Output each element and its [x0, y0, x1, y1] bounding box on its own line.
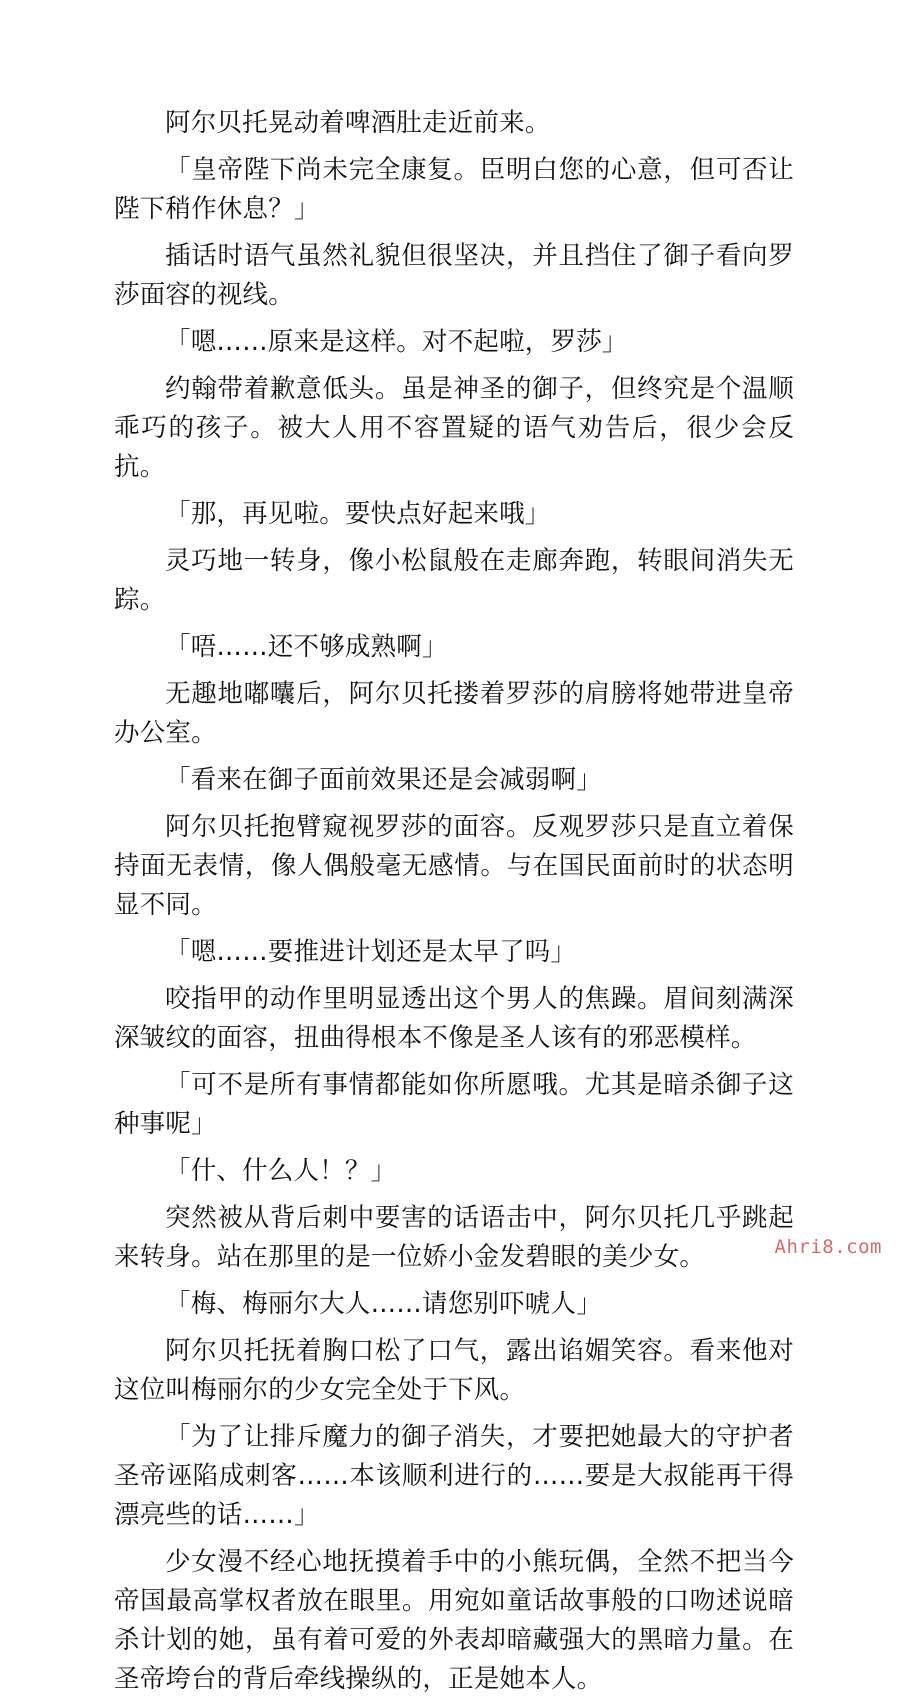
paragraph: 「什、什么人！？」 [165, 1156, 397, 1186]
paragraph: 「嗯……原来是这样。对不起啦，罗莎」 [165, 327, 628, 357]
paragraph: 阿尔贝托晃动着啤酒肚走近前来。 [165, 108, 551, 138]
paragraph: 咬指甲的动作里明显透出这个男人的焦躁。眉间刻满深深皱纹的面容，扭曲得根本不像是圣人该有的邪恶模样。 [114, 984, 794, 1053]
paragraph: 「那，再见啦。要快点好起来哦」 [165, 499, 551, 529]
watermark-text: Ahri8.com [774, 1236, 882, 1258]
paragraph: 「看来在御子面前效果还是会减弱啊」 [165, 765, 602, 795]
paragraph: 阿尔贝托抚着胸口松了口气，露出谄媚笑容。看来他对这位叫梅丽尔的少女完全处于下风。 [114, 1336, 794, 1405]
paragraph: 无趣地嘟囔后，阿尔贝托搂着罗莎的肩膀将她带进皇帝办公室。 [114, 679, 794, 748]
paragraph: 「皇帝陛下尚未完全康复。臣明白您的心意，但可否让陛下稍作休息？」 [114, 155, 794, 224]
paragraph: 突然被从背后刺中要害的话语击中，阿尔贝托几乎跳起来转身。站在那里的是一位娇小金发碧眼的美少女。 [114, 1203, 794, 1272]
paragraph: 「梅、梅丽尔大人……请您别吓唬人」 [165, 1289, 602, 1319]
paragraph: 阿尔贝托抱臂窥视罗莎的面容。反观罗莎只是直立着保持面无表情，像人偶般毫无感情。与在国民面前时的状态明显不同。 [114, 812, 794, 920]
paragraph: 灵巧地一转身，像小松鼠般在走廊奔跑，转眼间消失无踪。 [114, 546, 794, 615]
paragraph: 「为了让排斥魔力的御子消失，才要把她最大的守护者圣帝诬陷成刺客……本该顺利进行的……要是大叔能再干得漂亮些的话……」 [114, 1422, 794, 1530]
body-text [114, 104, 794, 1707]
paragraph: 约翰带着歉意低头。虽是神圣的御子，但终究是个温顺乖巧的孩子。被大人用不容置疑的语气劝告后，很少会反抗。 [114, 374, 794, 482]
paragraph: 「唔……还不够成熟啊」 [165, 632, 448, 662]
paragraph: 「嗯……要推进计划还是太早了吗」 [165, 937, 577, 967]
paragraph: 插话时语气虽然礼貌但很坚决，并且挡住了御子看向罗莎面容的视线。 [114, 241, 794, 310]
paragraph: 少女漫不经心地抚摸着手中的小熊玩偶，全然不把当今帝国最高掌权者放在眼里。用宛如童话故事般的口吻述说暗杀计划的她，虽有着可爱的外表却暗藏强大的黑暗力量。在圣帝垮台的背后牵线操纵的，正是她本人。 [114, 1547, 794, 1694]
paragraph: 「可不是所有事情都能如你所愿哦。尤其是暗杀御子这种事呢」 [114, 1070, 794, 1139]
